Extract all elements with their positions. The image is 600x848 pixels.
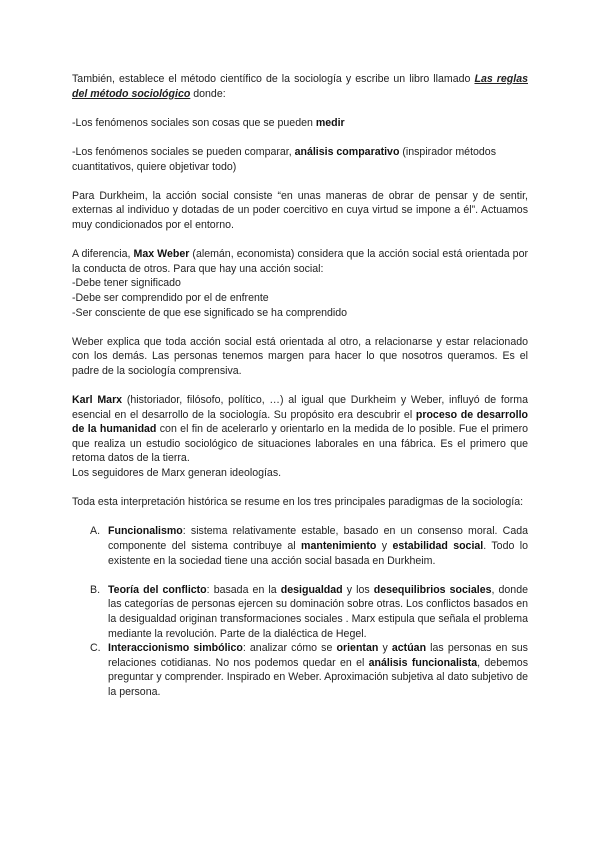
document-body <box>72 72 528 700</box>
list-marker: C. <box>90 642 101 655</box>
paradigm-item-conflict: B. Teoría del conflicto: basada en la desigualdad y los desequilibrios sociales, donde las categorías de personas ejercen su dominación sobre otras. Los conflictos basados en la desigualdad originan transformaciones sociales . Marx estipula que señala el problema mediante la revolución. Parte de la dialéctica de Hegel. <box>90 583 528 640</box>
requirement-item: -Ser consciente de que ese significado se ha comprendido <box>72 306 348 319</box>
book-title: Las reglas del método sociológico <box>72 73 528 100</box>
list-marker: A. <box>90 525 101 538</box>
paradigm-item-interactionism: C. Interaccionismo simbólico: analizar cómo se orientan y actúan las personas en sus relaciones cotidianas. No nos podemos quedar en el análisis funcionalista, debemos preguntar y comprender. Inspirado en Weber. Aproximación subjetiva al dato subjetivo de la persona. <box>90 642 528 698</box>
weber-paragraph: A diferencia, Max Weber (alemán, economista) considera que la acción social está orientada por la conducta de otros. Para que hay una acción social: -Debe tener significado -Debe ser comprendido por el de enfrente -Ser consciente de que ese significado se ha comprendido <box>72 248 528 319</box>
requirement-item: -Debe tener significado <box>72 277 181 290</box>
weber-explain-paragraph: Weber explica que toda acción social está orientada al otro, a relacionarse y estar relacionado con los demás. Las personas tenemos margen para hacer lo que nosotros queramos. Es el padre de la sociología comprensiva. <box>72 335 528 377</box>
paradigms-intro: Toda esta interpretación histórica se resume en los tres principales paradigmas de la sociología: <box>72 496 524 509</box>
point-compare: -Los fenómenos sociales se pueden comparar, análisis comparativo (inspirador métodos cuantitativos, quiere objetivar todo) <box>72 145 496 173</box>
list-marker: B. <box>90 583 101 596</box>
paradigms-list <box>72 524 528 699</box>
requirement-item: -Debe ser comprendido por el de enfrente <box>72 291 269 304</box>
paradigm-item-functionalism: A. Funcionalismo: sistema relativamente estable, basado en un consenso moral. Cada componente del sistema contribuye al mantenimiento y estabilidad social. Todo lo existente en la sociedad tiene una acción social basada en Durkheim. <box>90 525 528 567</box>
marx-followers-line: Los seguidores de Marx generan ideologías. <box>72 467 282 480</box>
marx-paragraph: Karl Marx (historiador, filósofo, político, …) al igual que Durkheim y Weber, influyó de forma esencial en el desarrollo de la sociología. Su propósito era descubrir el proceso de desarrollo de la humanidad con el fin de acelerarlo y orientarlo en la medida de lo posible. Fue el primero que realiza un estudio sociológico de situaciones laborales en una fábrica. Es el primero que retoma datos de la tierra. Los seguidores de Marx generan ideologías. <box>72 394 529 480</box>
point-measure: -Los fenómenos sociales son cosas que se pueden medir <box>72 116 345 129</box>
intro-paragraph: También, establece el método científico de la sociología y escribe un libro llamado Las reglas del método sociológico donde: <box>72 73 528 100</box>
durkheim-paragraph: Para Durkheim, la acción social consiste “en unas maneras de obrar de pensar y de sentir, externas al individuo y dotadas de un poder coercitivo en cuya virtud se impone a él”. Actuamos muy condicionados por el entorno. <box>72 189 528 231</box>
